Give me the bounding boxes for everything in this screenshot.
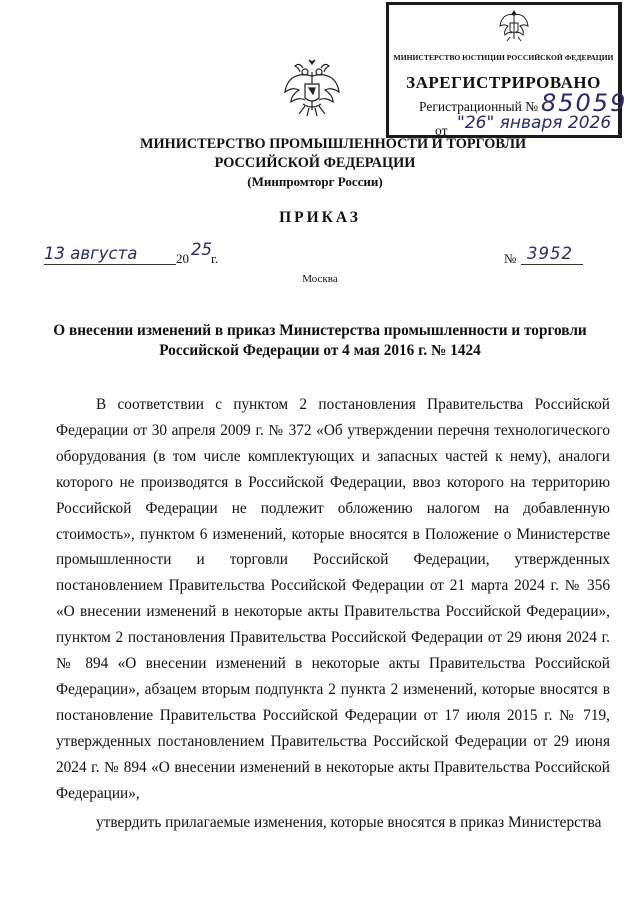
document-heading-line2: Российской Федерации от 4 мая 2016 г. № 1424 [159, 342, 481, 359]
document-heading-line1: О внесении изменений в приказ Министерства промышленности и торговли [53, 322, 587, 339]
stamp-registered-label: ЗАРЕГИСТРИРОВАНО [406, 73, 601, 92]
ministry-name-line1: МИНИСТЕРСТВО ПРОМЫШЛЕННОСТИ И ТОРГОВЛИ [140, 136, 527, 152]
stamp-date-prefix: от [435, 123, 448, 138]
ministry-short-name: (Минпромторг России) [247, 174, 383, 189]
number-underline [521, 264, 583, 265]
registration-stamp [386, 2, 628, 138]
city: Москва [302, 273, 338, 285]
body-paragraph-1 [56, 392, 610, 806]
order-date-handwritten: 13 августа [44, 244, 138, 263]
order-number-handwritten: 3952 [527, 244, 573, 263]
order-number-sign: № [504, 251, 517, 266]
coat-of-arms-emblem [283, 58, 341, 120]
date-underline [44, 264, 176, 265]
year-suffix: г. [211, 251, 219, 266]
body-paragraph-2: утвердить прилагаемые изменения, которые вносятся в приказ Министерства [96, 814, 602, 831]
stamp-ministry-label: МИНИСТЕРСТВО ЮСТИЦИИ РОССИЙСКОЙ ФЕДЕРАЦИИ [393, 53, 614, 62]
order-title: ПРИКАЗ [279, 209, 361, 226]
ministry-name-line2: РОССИЙСКОЙ ФЕДЕРАЦИИ [214, 155, 416, 171]
stamp-emblem-icon [499, 9, 529, 43]
stamp-reg-number-label: Регистрационный № [419, 99, 539, 114]
year-prefix: 20 [176, 251, 189, 266]
stamp-date: "26" января 2026 [457, 113, 612, 133]
year-handwritten: 25 [191, 240, 212, 259]
body-paragraph-1-text: В соответствии с пунктом 2 постановления Правительства Российской Федерации от 30 апреля 2009 г. № 372 «Об утверждении перечня технологического оборудования (в том числе комплектующих и запасных частей к нему), аналоги которого не производятся в Российской Федерации, ввоз которого на территорию Российской Федерации не подлежит обложению налогом на добавленную стоимость», пунктом 6 изменений, которые вносятся в Положение о Министерстве промышленности и торговли Российской Федерации, утвержденных постановлением Правительства Российской Федерации от 21 марта 2024 г. № 356 «О внесении изменений в некоторые акты Правительства Российской Федерации», пунктом 2 постановления Правительства Российской Федерации от 29 июня 2024 г. № 894 «О внесении изменений в некоторые акты Правительства Российской Федерации», абзацем вторым подпункта 2 пункта 2 изменений, которые вносятся в постановление Правительства Российской Федерации от 17 июля 2015 г. № 719, утвержденных постановлением Правительства Российской Федерации от 29 июня 2024 г. № 894 «О внесении изменений в некоторые акты Правительства Российской Федерации», [56, 396, 610, 802]
stamp-reg-number: 85059 [541, 89, 628, 117]
